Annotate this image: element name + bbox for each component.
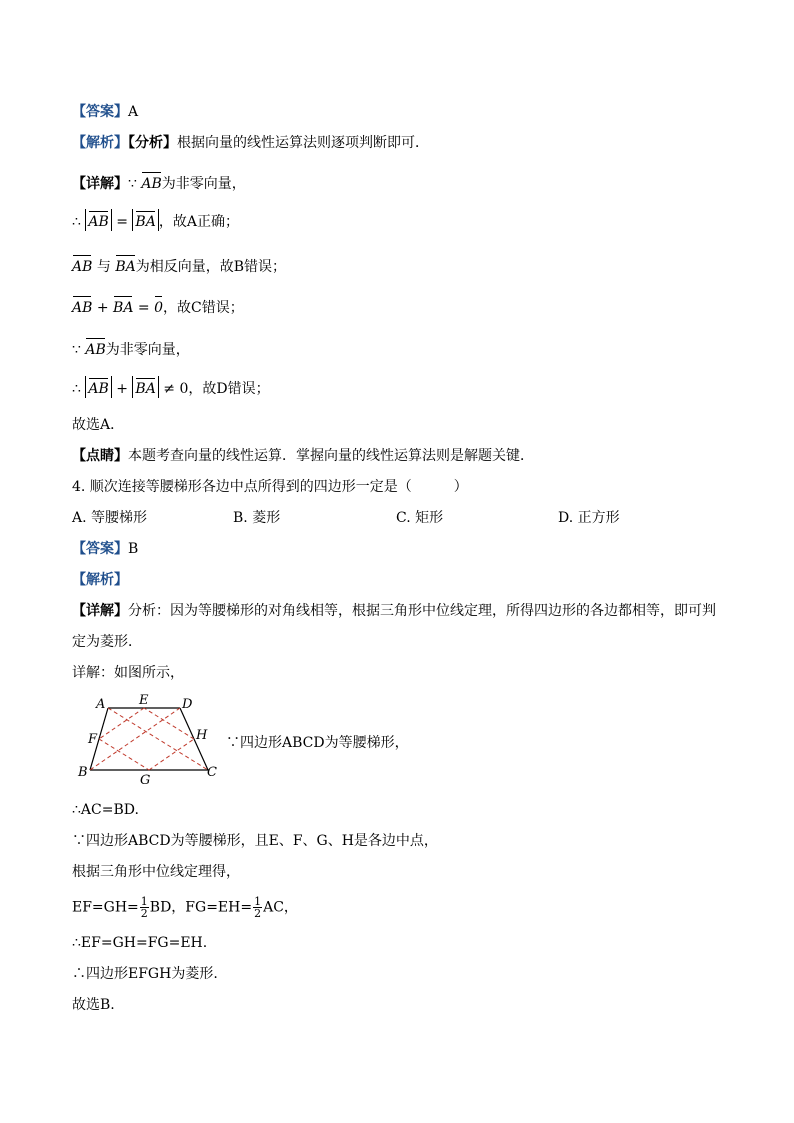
answer-value: B bbox=[128, 541, 139, 557]
diagonal-bd bbox=[90, 708, 180, 770]
abs-vector-ba bbox=[132, 376, 158, 398]
detail-text: ，故D错误； bbox=[188, 381, 270, 397]
detail-text: 与 bbox=[96, 259, 111, 275]
vector-ab: AB bbox=[88, 209, 108, 231]
detail-text: ，故C错误； bbox=[163, 300, 244, 316]
plus-sign: + bbox=[96, 300, 109, 316]
detail4-s7: 故选B. bbox=[72, 997, 115, 1013]
therefore-symbol: ∴ bbox=[72, 381, 81, 397]
option-text: 矩形 bbox=[415, 510, 444, 526]
answer-tag: 【答案】 bbox=[72, 104, 128, 120]
abs-vector-ab bbox=[85, 376, 111, 398]
label-a: A bbox=[96, 697, 106, 712]
detail-text: 为相反向量，故B错误； bbox=[135, 259, 287, 275]
figure-caption: ∵四边形ABCD为等腰梯形， bbox=[226, 735, 409, 751]
label-e: E bbox=[139, 694, 149, 708]
trapezoid-outline bbox=[90, 708, 208, 770]
equals-sign: = bbox=[137, 300, 150, 316]
vector-ba: BA bbox=[135, 376, 155, 398]
option-c bbox=[396, 508, 443, 528]
option-letter: B. bbox=[233, 510, 248, 526]
segment-fg bbox=[99, 739, 149, 770]
option-b bbox=[233, 508, 280, 528]
equals-sign: = bbox=[116, 214, 128, 230]
comment-text: 本题考查向量的线性运算．掌握向量的线性运算法则是解题关键． bbox=[128, 448, 534, 464]
label-h: H bbox=[196, 728, 208, 743]
option-text: 等腰梯形 bbox=[91, 510, 148, 526]
detail4-line-1 bbox=[72, 601, 716, 621]
option-letter: C. bbox=[396, 510, 411, 526]
detail-tag: 【详解】 bbox=[72, 176, 128, 192]
because-symbol: ∵ bbox=[72, 342, 81, 358]
detail-line-2 bbox=[72, 209, 239, 232]
detail-tag: 【详解】 bbox=[72, 603, 128, 619]
conclusion-prev: 故选A． bbox=[72, 417, 125, 433]
fraction-denominator: 2 bbox=[140, 907, 148, 920]
label-b: B bbox=[78, 765, 88, 780]
comment-tag: 【点睛】 bbox=[72, 448, 128, 464]
analysis-subtag: 【分析】 bbox=[128, 135, 177, 151]
detail-text: 为非零向量， bbox=[105, 342, 190, 358]
option-letter: A. bbox=[72, 510, 87, 526]
because-symbol: ∵ bbox=[128, 176, 137, 192]
formula-part: AC， bbox=[263, 899, 298, 916]
option-d bbox=[558, 508, 620, 528]
formula-part: EF=GH= bbox=[72, 899, 139, 916]
option-text: 菱形 bbox=[252, 510, 281, 526]
detail4-line-3: 详解：如图所示， bbox=[72, 665, 184, 681]
answer-tag: 【答案】 bbox=[72, 541, 128, 557]
label-d: D bbox=[182, 697, 193, 712]
therefore-symbol: ∴ bbox=[72, 214, 81, 230]
detail-line-1 bbox=[72, 170, 246, 194]
detail4-s4 bbox=[72, 896, 298, 919]
question-4-stem: 4. 顺次连接等腰梯形各边中点所得到的四边形一定是（ ） bbox=[72, 479, 468, 495]
vector-ba: BA bbox=[113, 294, 133, 318]
label-g: G bbox=[140, 773, 151, 786]
detail-line-5 bbox=[72, 336, 190, 360]
dashed-lines bbox=[90, 708, 208, 770]
segment-ef bbox=[99, 708, 144, 739]
analysis-tag: 【解析】 bbox=[72, 572, 128, 588]
detail-line-6 bbox=[72, 376, 270, 399]
vertex-labels bbox=[77, 694, 217, 786]
answer-value: A bbox=[128, 104, 139, 120]
fraction-half bbox=[140, 896, 149, 919]
option-text: 正方形 bbox=[577, 510, 620, 526]
detail4-line-2: 定为菱形． bbox=[72, 634, 142, 650]
vector-ab: AB bbox=[72, 294, 92, 318]
vector-ab: AB bbox=[141, 170, 161, 194]
detail-line-4 bbox=[72, 294, 244, 318]
option-a bbox=[72, 508, 147, 528]
detail-line-3 bbox=[72, 253, 286, 277]
analysis-text: 根据向量的线性运算法则逐项判断即可． bbox=[177, 135, 429, 151]
detail-text: ，故A正确； bbox=[158, 214, 239, 230]
zero: 0 bbox=[179, 381, 189, 397]
plus-sign: + bbox=[116, 381, 128, 397]
analysis-tag: 【解析】 bbox=[72, 135, 128, 151]
label-c: C bbox=[207, 765, 217, 780]
answer-line-4 bbox=[72, 539, 138, 559]
detail4-s5: ∴EF=GH=FG=EH. bbox=[72, 935, 208, 951]
vector-ab: AB bbox=[72, 253, 92, 277]
vector-ab: AB bbox=[88, 376, 108, 398]
detail4-s1: ∴AC=BD. bbox=[72, 802, 139, 818]
label-f: F bbox=[88, 732, 98, 747]
analysis-line-4 bbox=[72, 570, 128, 590]
fraction-half bbox=[253, 896, 262, 919]
abs-vector-ba bbox=[132, 209, 158, 231]
detail-text: 分析：因为等腰梯形的对角线相等，根据三角形中位线定理，所得四边形的各边都相等，即可判 bbox=[128, 603, 716, 619]
answer-line-prev bbox=[72, 102, 138, 122]
fraction-numerator: 1 bbox=[140, 895, 148, 908]
option-letter: D. bbox=[558, 510, 574, 526]
detail4-s2: ∵四边形ABCD为等腰梯形，且E、F、G、H是各边中点， bbox=[72, 833, 438, 849]
fraction-numerator: 1 bbox=[254, 895, 262, 908]
fraction-denominator: 2 bbox=[254, 907, 262, 920]
formula-part: BD，FG=EH= bbox=[149, 899, 253, 916]
abs-vector-ab bbox=[85, 209, 111, 231]
detail-text: 为非零向量， bbox=[161, 176, 246, 192]
vector-ba: BA bbox=[115, 253, 135, 277]
comment-line-prev bbox=[72, 446, 534, 466]
vector-ab: AB bbox=[85, 336, 105, 360]
analysis-line-prev bbox=[72, 133, 429, 153]
segment-gh bbox=[149, 739, 194, 770]
diagonal-ac bbox=[108, 708, 208, 770]
detail4-s3: 根据三角形中位线定理得， bbox=[72, 864, 240, 880]
detail4-s6: ∴四边形EFGH为菱形. bbox=[72, 966, 218, 982]
trapezoid-figure bbox=[76, 694, 226, 786]
not-equal-sign: ≠ bbox=[163, 381, 176, 397]
vector-ba: BA bbox=[135, 209, 155, 231]
zero-vector: 0 bbox=[154, 294, 163, 318]
